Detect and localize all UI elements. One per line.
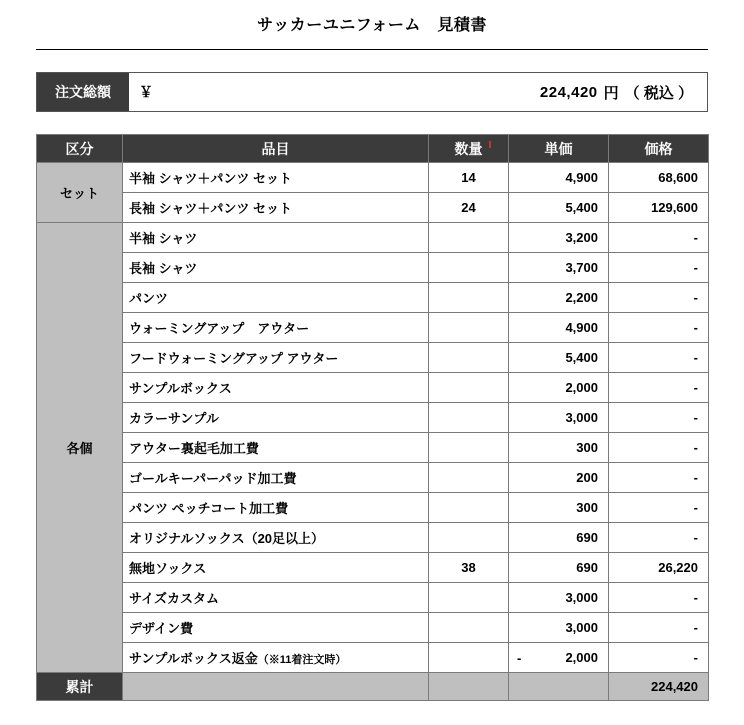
item-name-text: サンプルボックス返金 [129, 651, 258, 666]
item-unit-price: 3,000 [509, 403, 609, 433]
item-unit-price: 4,900 [509, 313, 609, 343]
table-header-row [37, 135, 709, 163]
item-qty [429, 313, 509, 343]
item-qty [429, 523, 509, 553]
item-qty [429, 583, 509, 613]
item-qty [429, 373, 509, 403]
item-name: サンプルボックス [123, 373, 429, 403]
item-price: - [609, 643, 709, 673]
item-name: オリジナルソックス（20足以上） [123, 523, 429, 553]
quote-table [36, 134, 709, 701]
footer-label: 累計 [37, 673, 123, 701]
order-total-unit: 円 [603, 84, 619, 102]
table-row [37, 463, 709, 493]
table-row [37, 643, 709, 673]
item-price: 68,600 [609, 163, 709, 193]
item-name: カラーサンプル [123, 403, 429, 433]
order-total-currency: ￥ [139, 84, 153, 100]
table-header [37, 135, 709, 163]
item-price: - [609, 433, 709, 463]
order-total-tax-note: （ 税込 ） [624, 84, 693, 102]
item-price: - [609, 403, 709, 433]
group-label-kakko: 各個 [37, 223, 123, 673]
document-header [0, 0, 744, 43]
item-name-refund [123, 643, 429, 673]
title-divider [36, 49, 708, 50]
table-row [37, 313, 709, 343]
item-qty: 24 [429, 193, 509, 223]
item-qty [429, 613, 509, 643]
table-row [37, 373, 709, 403]
item-price: - [609, 613, 709, 643]
item-unit-price: 300 [509, 493, 609, 523]
item-price: - [609, 313, 709, 343]
item-unit-price-negative [509, 643, 609, 673]
footer-blank-unit-price [509, 673, 609, 701]
item-price: 26,220 [609, 553, 709, 583]
column-header-kakaku: 価格 [609, 135, 709, 163]
item-name: アウター裏起毛加工費 [123, 433, 429, 463]
item-name: 長袖 シャツ [123, 253, 429, 283]
item-name: サイズカスタム [123, 583, 429, 613]
table-row [37, 343, 709, 373]
item-price: 129,600 [609, 193, 709, 223]
table-row [37, 253, 709, 283]
item-name: 無地ソックス [123, 553, 429, 583]
table-footer-row [37, 673, 709, 701]
table-body [37, 163, 709, 701]
item-price: - [609, 463, 709, 493]
item-name: 半袖 シャツ＋パンツ セット [123, 163, 429, 193]
item-name: デザイン費 [123, 613, 429, 643]
item-qty [429, 643, 509, 673]
item-unit-price: 200 [509, 463, 609, 493]
item-qty [429, 493, 509, 523]
item-unit-price: 5,400 [509, 193, 609, 223]
item-qty [429, 433, 509, 463]
item-qty [429, 403, 509, 433]
item-unit-price: 300 [509, 433, 609, 463]
table-row [37, 433, 709, 463]
item-price: - [609, 523, 709, 553]
item-name: ゴールキーパーパッド加工費 [123, 463, 429, 493]
item-price: - [609, 283, 709, 313]
table-row [37, 163, 709, 193]
item-price: - [609, 343, 709, 373]
item-name: パンツ ペッチコート加工費 [123, 493, 429, 523]
negative-sign: - [517, 650, 522, 665]
item-name: ウォーミングアップ アウター [123, 313, 429, 343]
item-unit-price: 690 [509, 553, 609, 583]
table-row [37, 583, 709, 613]
item-price: - [609, 373, 709, 403]
order-total-box [36, 72, 708, 112]
table-row [37, 493, 709, 523]
order-total-amount: 224,420 [539, 83, 598, 101]
item-unit-price: 2,200 [509, 283, 609, 313]
item-name-note: （※11着注文時） [257, 654, 347, 666]
column-header-suryo: 数量 [429, 135, 509, 163]
column-header-kubun: 区分 [37, 135, 123, 163]
table-row [37, 223, 709, 253]
item-price: - [609, 253, 709, 283]
item-unit-price: 5,400 [509, 343, 609, 373]
table-row [37, 613, 709, 643]
table-row [37, 403, 709, 433]
item-qty: 38 [429, 553, 509, 583]
item-name: 半袖 シャツ [123, 223, 429, 253]
item-qty [429, 463, 509, 493]
item-unit-price: 690 [509, 523, 609, 553]
item-unit-price: 2,000 [509, 373, 609, 403]
item-price: - [609, 583, 709, 613]
item-name: フードウォーミングアップ アウター [123, 343, 429, 373]
item-price: - [609, 493, 709, 523]
item-qty [429, 343, 509, 373]
item-unit-price: 3,200 [509, 223, 609, 253]
order-total-value-area [239, 73, 707, 111]
item-unit-price: 3,000 [509, 583, 609, 613]
page-title: サッカーユニフォーム 見積書 [257, 17, 487, 34]
item-unit-price: 2,000 [565, 650, 598, 665]
table-row [37, 553, 709, 583]
footer-total-value: 224,420 [609, 673, 709, 701]
item-price: - [609, 223, 709, 253]
footer-blank-qty [429, 673, 509, 701]
red-tick-mark [489, 141, 491, 148]
item-qty [429, 253, 509, 283]
item-qty [429, 223, 509, 253]
table-row [37, 523, 709, 553]
column-header-hinmoku: 品目 [123, 135, 429, 163]
item-unit-price: 3,000 [509, 613, 609, 643]
item-unit-price: 4,900 [509, 163, 609, 193]
table-row [37, 283, 709, 313]
item-qty: 14 [429, 163, 509, 193]
footer-blank-item [123, 673, 429, 701]
item-name: 長袖 シャツ＋パンツ セット [123, 193, 429, 223]
item-qty [429, 283, 509, 313]
group-label-set: セット [37, 163, 123, 223]
table-row [37, 193, 709, 223]
order-total-label: 注文総額 [37, 73, 129, 111]
column-header-tanka: 単価 [509, 135, 609, 163]
item-name: パンツ [123, 283, 429, 313]
item-unit-price: 3,700 [509, 253, 609, 283]
